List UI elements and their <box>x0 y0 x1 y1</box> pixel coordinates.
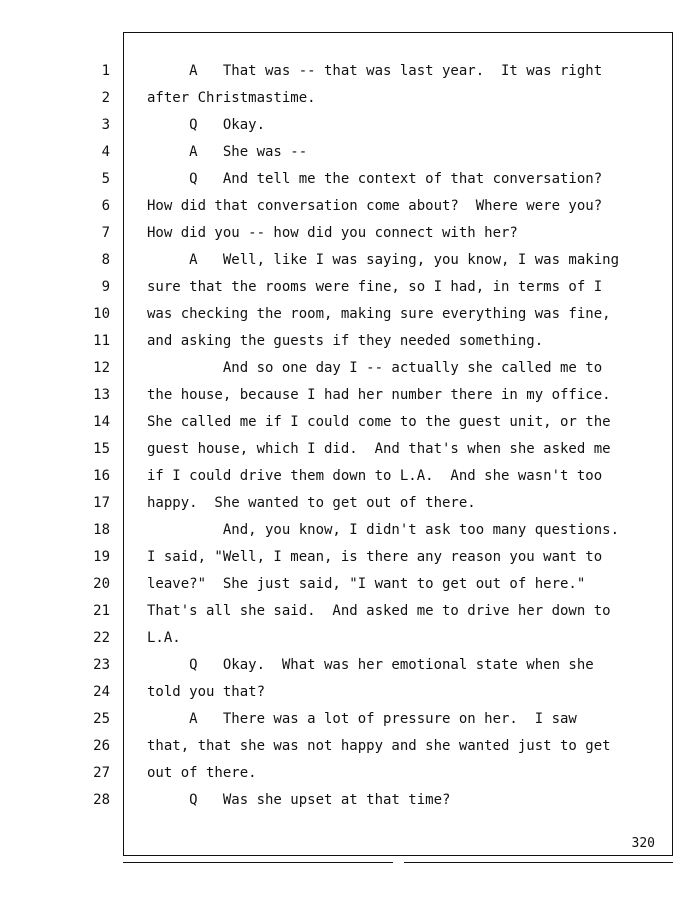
transcript-line: sure that the rooms were fine, so I had, in terms of I <box>147 279 603 295</box>
transcript-text <box>147 58 667 814</box>
transcript-line: the house, because I had her number there in my office. <box>147 387 611 403</box>
transcript-line: A Well, like I was saying, you know, I was making <box>147 252 620 268</box>
transcript-line: Q Okay. <box>147 117 266 133</box>
bottom-rule-left <box>123 862 393 863</box>
line-number: 15 <box>93 441 110 457</box>
line-number: 17 <box>93 495 110 511</box>
line-number: 5 <box>101 171 110 187</box>
transcript-line: L.A. <box>147 630 181 646</box>
transcript-line: She called me if I could come to the guest unit, or the <box>147 414 611 430</box>
line-number: 18 <box>93 522 110 538</box>
line-number: 27 <box>93 765 110 781</box>
transcript-line: and asking the guests if they needed something. <box>147 333 544 349</box>
transcript-line: A She was -- <box>147 144 308 160</box>
transcript-line: leave?" She just said, "I want to get out of here." <box>147 576 586 592</box>
line-number: 25 <box>93 711 110 727</box>
line-number: 6 <box>101 198 110 214</box>
line-number: 7 <box>101 225 110 241</box>
line-number: 28 <box>93 792 110 808</box>
line-number: 10 <box>93 306 110 322</box>
line-number: 1 <box>101 63 110 79</box>
transcript-line: And, you know, I didn't ask too many questions. <box>147 522 620 538</box>
transcript-line: that, that she was not happy and she wanted just to get <box>147 738 611 754</box>
line-number: 14 <box>93 414 110 430</box>
line-number: 2 <box>101 90 110 106</box>
line-number: 22 <box>93 630 110 646</box>
transcript-line: after Christmastime. <box>147 90 316 106</box>
transcript-line: I said, "Well, I mean, is there any reason you want to <box>147 549 603 565</box>
line-number: 12 <box>93 360 110 376</box>
line-number: 26 <box>93 738 110 754</box>
line-number: 4 <box>101 144 110 160</box>
line-number-column <box>70 58 110 814</box>
transcript-line: That's all she said. And asked me to drive her down to <box>147 603 611 619</box>
line-number: 11 <box>93 333 110 349</box>
line-number: 21 <box>93 603 110 619</box>
transcript-line: told you that? <box>147 684 266 700</box>
transcript-line: if I could drive them down to L.A. And she wasn't too <box>147 468 603 484</box>
transcript-line: Q Was she upset at that time? <box>147 792 451 808</box>
transcript-line: guest house, which I did. And that's when she asked me <box>147 441 611 457</box>
line-number: 19 <box>93 549 110 565</box>
transcript-line: Q Okay. What was her emotional state when she <box>147 657 594 673</box>
line-number: 23 <box>93 657 110 673</box>
transcript-line: A That was -- that was last year. It was right <box>147 63 603 79</box>
line-number: 13 <box>93 387 110 403</box>
transcript-line: out of there. <box>147 765 257 781</box>
line-number: 3 <box>101 117 110 133</box>
transcript-line: Q And tell me the context of that conversation? <box>147 171 603 187</box>
line-number: 24 <box>93 684 110 700</box>
line-number: 8 <box>101 252 110 268</box>
transcript-line: How did you -- how did you connect with her? <box>147 225 518 241</box>
bottom-rule-right <box>404 862 673 863</box>
line-number: 20 <box>93 576 110 592</box>
transcript-line: was checking the room, making sure everything was fine, <box>147 306 611 322</box>
transcript-line: How did that conversation come about? Where were you? <box>147 198 603 214</box>
transcript-line: And so one day I -- actually she called me to <box>147 360 603 376</box>
transcript-line: A There was a lot of pressure on her. I saw <box>147 711 577 727</box>
transcript-line: happy. She wanted to get out of there. <box>147 495 476 511</box>
line-number: 9 <box>101 279 110 295</box>
line-number: 16 <box>93 468 110 484</box>
page-number: 320 <box>631 836 655 851</box>
